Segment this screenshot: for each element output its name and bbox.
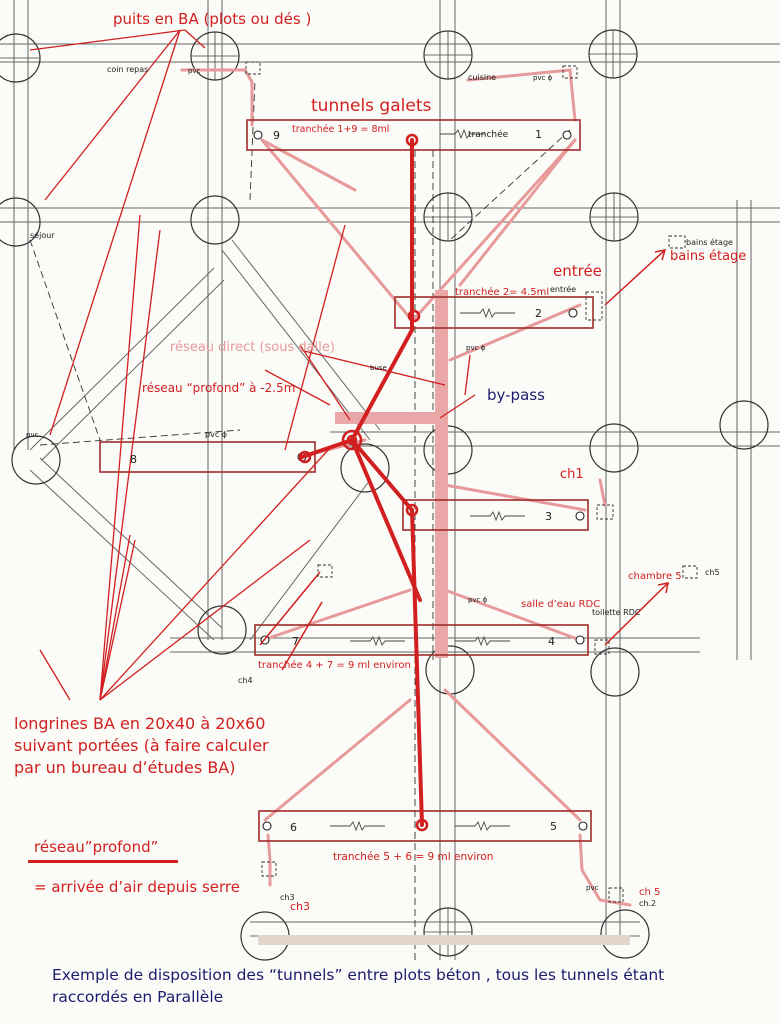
- air-intake-bar: [258, 935, 630, 945]
- trench-label-1-9: tranchée 1+9 = 8ml: [292, 124, 390, 135]
- label-reseau-profond-depth: réseau “profond” à -2.5m: [142, 381, 296, 395]
- plan-label-buse: buse: [370, 364, 387, 372]
- plan-label-pvc: pvc: [26, 431, 39, 439]
- pier-crosshairs: [0, 30, 638, 956]
- deep-network: [302, 140, 422, 825]
- deep-network-nodes: [300, 135, 427, 830]
- plan-label-pvc: pvc: [188, 67, 201, 75]
- label-ch1: ch1: [560, 467, 584, 482]
- plan-label-pvc: pvc: [586, 884, 599, 892]
- plan-label-ch3: ch3: [280, 893, 295, 902]
- caption-line-2: raccordés en Parallèle: [52, 988, 224, 1006]
- label-chambre5: chambre 5: [628, 571, 682, 582]
- tunnel-number: 1: [535, 128, 542, 141]
- plan-label-pvc-phi: pvc ϕ: [466, 344, 486, 352]
- bypass-trunk: [335, 290, 448, 658]
- room-registers: [246, 62, 697, 902]
- plan-label-pvc-phi: pvc ϕ: [468, 596, 488, 604]
- tunnel-symbols: [330, 130, 525, 830]
- plan-label-bains-etage-small: bains étage: [686, 238, 733, 247]
- tunnel-number: 9: [273, 129, 280, 142]
- plan-label-tranchee: tranchée: [468, 130, 509, 140]
- label-ch5-red: ch 5: [639, 887, 661, 898]
- label-reseau-direct: réseau direct (sous dalle): [170, 340, 335, 355]
- plan-label-ch5: ch5: [705, 568, 720, 577]
- label-puits: puits en BA (plots ou dés ): [113, 10, 312, 28]
- plan-label-entree-small: entrée: [550, 285, 577, 294]
- plan-label-sejour: séjour: [30, 231, 55, 240]
- caption-line-1: Exemple de disposition des “tunnels” entre plots béton , tous les tunnels étant: [52, 966, 665, 984]
- tunnel-number: 8: [130, 453, 137, 466]
- plan-label-cuisine: cuisine: [468, 73, 497, 82]
- label-salle-eau: salle d’eau RDC: [521, 599, 601, 610]
- tunnel-number: 7: [292, 635, 299, 648]
- trench-label-5-6: tranchée 5 + 6 = 9 ml environ: [333, 851, 494, 863]
- pink-ducts: [182, 70, 630, 905]
- concrete-piers: [0, 30, 768, 960]
- trench-label-4-7: tranchée 4 + 7 = 9 ml environ: [258, 660, 411, 671]
- tunnel-number: 6: [290, 821, 297, 834]
- plan-label-pvc-phi: pvc ϕ: [205, 430, 228, 439]
- plan-label-coin-repas: coin repas: [107, 65, 149, 74]
- plan-label-toilette-rdc: toilette RDC: [592, 608, 641, 617]
- label-longrines-1: longrines BA en 20x40 à 20x60: [14, 714, 266, 733]
- label-entree: entrée: [553, 262, 602, 280]
- plan-label-ch2: ch.2: [639, 899, 657, 908]
- tunnel-number: 2: [535, 307, 542, 320]
- tunnel-number: 3: [545, 510, 552, 523]
- trench-label-2: tranchée 2= 4.5ml: [455, 287, 550, 298]
- label-by-pass: by-pass: [487, 386, 545, 404]
- legend-title: réseau”profond”: [34, 838, 159, 856]
- legend-desc: = arrivée d’air depuis serre: [34, 878, 240, 896]
- legend-line: [28, 860, 178, 863]
- legend: [28, 838, 240, 896]
- label-longrines-2: suivant portées (à faire calculer: [14, 736, 269, 755]
- tunnel-number: 5: [550, 820, 557, 833]
- label-ch3: ch3: [290, 900, 311, 913]
- label-longrines-3: par un bureau d’études BA): [14, 758, 236, 777]
- label-tunnels-galets: tunnels galets: [311, 96, 432, 116]
- plan-label-pvc-phi: pvc ϕ: [533, 74, 553, 82]
- plan-label-ch4: ch4: [238, 676, 253, 685]
- label-bains-etage: bains étage: [670, 249, 747, 264]
- tunnel-number: 4: [548, 635, 555, 648]
